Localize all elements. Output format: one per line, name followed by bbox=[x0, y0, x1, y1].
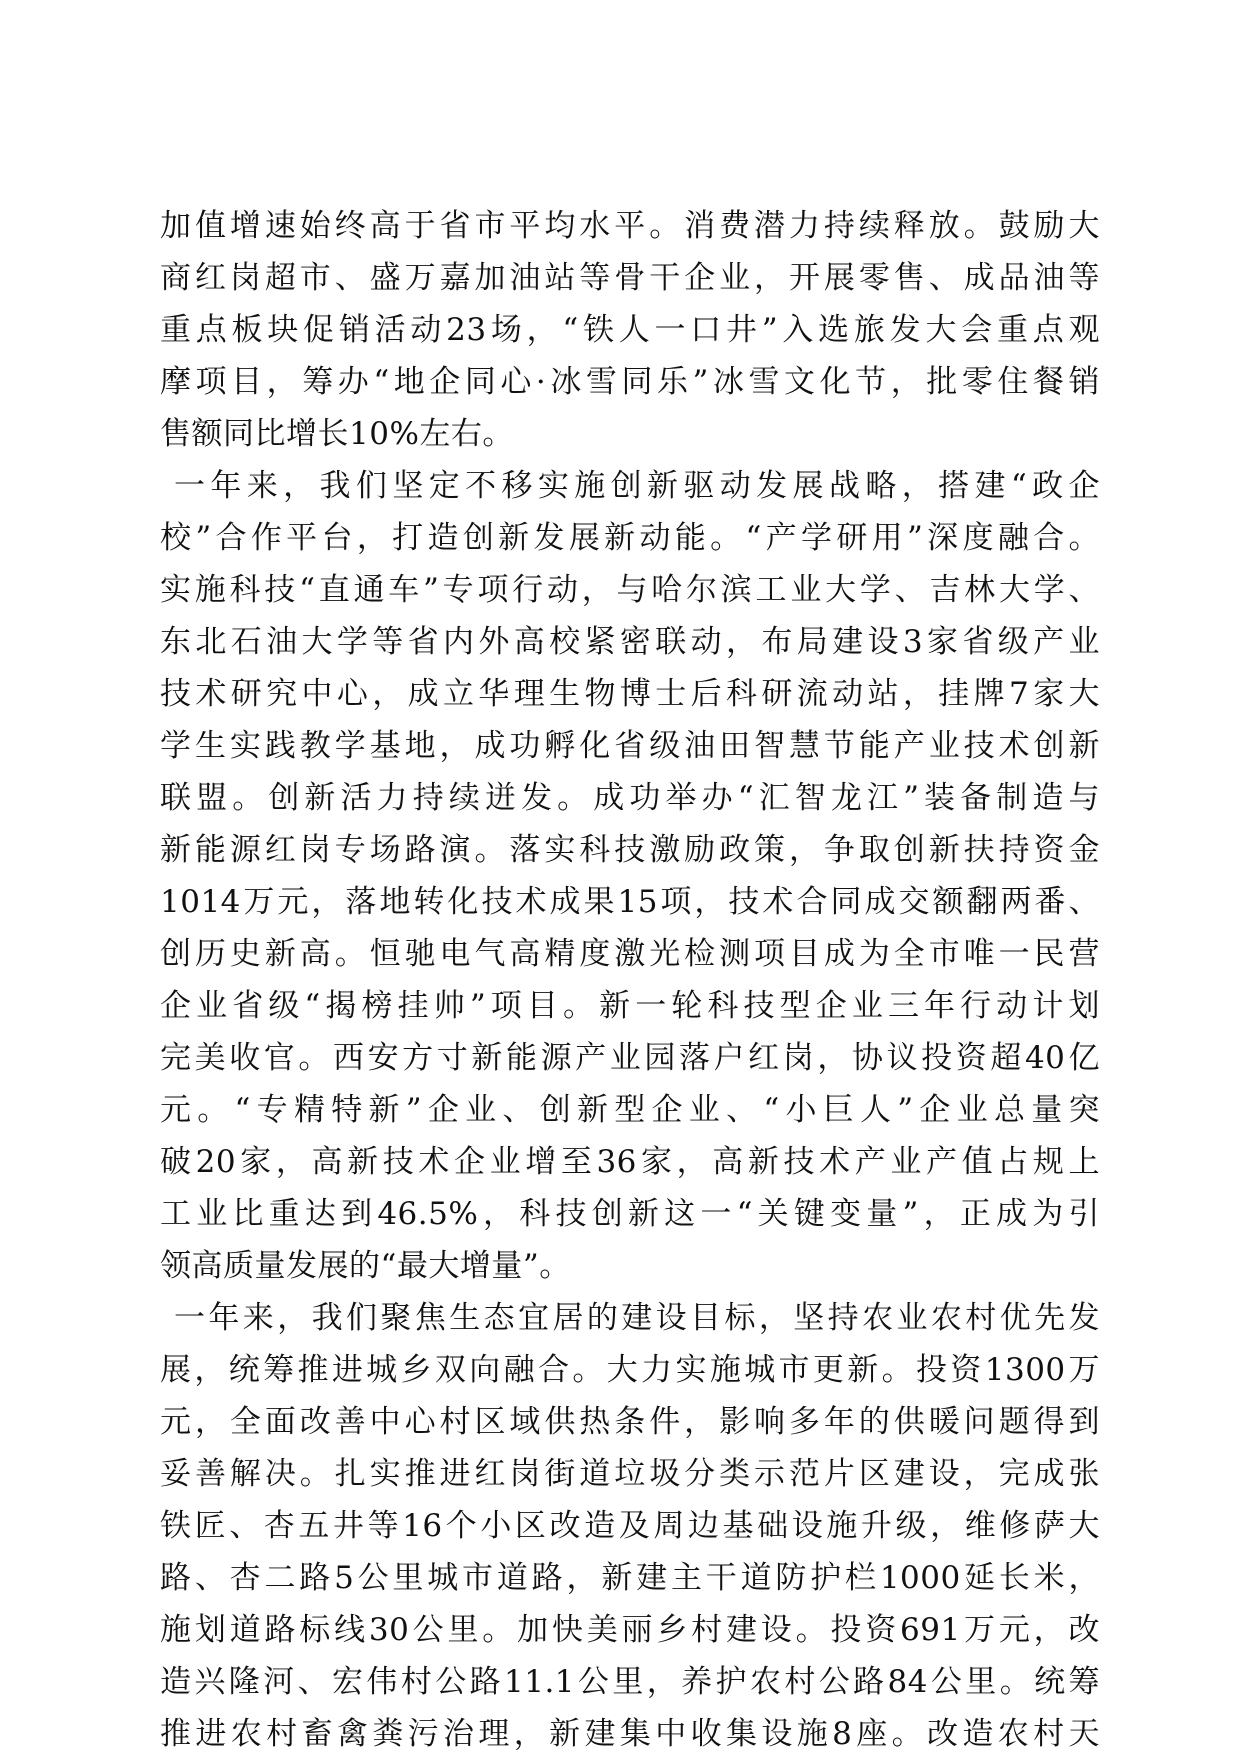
document-page bbox=[160, 200, 1100, 1760]
text-line: 实施科技“直通车”专项行动，与哈尔滨工业大学、吉林大学、 bbox=[160, 572, 1100, 608]
paragraph-p1 bbox=[160, 200, 1100, 460]
text-line: 展，统筹推进城乡双向融合。大力实施城市更新。投资1300万 bbox=[160, 1352, 1100, 1388]
text-line: 工业比重达到46.5%，科技创新这一“关键变量”，正成为引 bbox=[160, 1196, 1100, 1232]
text-line: 加值增速始终高于省市平均水平。消费潜力持续释放。鼓励大 bbox=[160, 208, 1100, 244]
text-line: 元。“专精特新”企业、创新型企业、“小巨人”企业总量突 bbox=[160, 1092, 1100, 1128]
paragraph-p3 bbox=[160, 1292, 1100, 1760]
text-line: 元，全面改善中心村区域供热条件，影响多年的供暖问题得到 bbox=[160, 1404, 1100, 1440]
text-line: 售额同比增长10%左右。 bbox=[160, 416, 514, 452]
text-line: 铁匠、杏五井等16个小区改造及周边基础设施升级，维修萨大 bbox=[160, 1508, 1100, 1544]
text-line: 摩项目，筹办“地企同心·冰雪同乐”冰雪文化节，批零住餐销 bbox=[160, 364, 1100, 400]
text-line: 造兴隆河、宏伟村公路11.1公里，养护农村公路84公里。统筹 bbox=[160, 1664, 1100, 1700]
text-line: 企业省级“揭榜挂帅”项目。新一轮科技型企业三年行动计划 bbox=[160, 988, 1100, 1024]
text-line: 新能源红岗专场路演。落实科技激励政策，争取创新扶持资金 bbox=[160, 832, 1100, 868]
text-line: 破20家，高新技术企业增至36家，高新技术产业产值占规上 bbox=[160, 1144, 1100, 1180]
text-line: 1014万元，落地转化技术成果15项，技术合同成交额翻两番、 bbox=[160, 884, 1100, 920]
paragraph-p2 bbox=[160, 460, 1100, 1292]
text-line: 东北石油大学等省内外高校紧密联动，布局建设3家省级产业 bbox=[160, 624, 1100, 660]
text-line: 学生实践教学基地，成功孵化省级油田智慧节能产业技术创新 bbox=[160, 728, 1100, 764]
text-line: 妥善解决。扎实推进红岗街道垃圾分类示范片区建设，完成张 bbox=[160, 1456, 1100, 1492]
text-line: 推进农村畜禽粪污治理，新建集中收集设施8座。改造农村天 bbox=[160, 1716, 1100, 1752]
text-line: 重点板块促销活动23场，“铁人一口井”入选旅发大会重点观 bbox=[160, 312, 1100, 348]
text-line: 联盟。创新活力持续迸发。成功举办“汇智龙江”装备制造与 bbox=[160, 780, 1100, 816]
text-line: 路、杏二路5公里城市道路，新建主干道防护栏1000延长米， bbox=[160, 1560, 1100, 1596]
text-line: 创历史新高。恒驰电气高精度激光检测项目成为全市唯一民营 bbox=[160, 936, 1100, 972]
text-line: 一年来，我们聚焦生态宜居的建设目标，坚持农业农村优先发 bbox=[174, 1300, 1100, 1336]
text-line: 一年来，我们坚定不移实施创新驱动发展战略，搭建“政企 bbox=[174, 468, 1100, 504]
text-line: 完美收官。西安方寸新能源产业园落户红岗，协议投资超40亿 bbox=[160, 1040, 1100, 1076]
text-line: 技术研究中心，成立华理生物博士后科研流动站，挂牌7家大 bbox=[160, 676, 1100, 712]
text-line: 施划道路标线30公里。加快美丽乡村建设。投资691万元，改 bbox=[160, 1612, 1100, 1648]
text-line: 校”合作平台，打造创新发展新动能。“产学研用”深度融合。 bbox=[160, 520, 1100, 556]
text-line: 商红岗超市、盛万嘉加油站等骨干企业，开展零售、成品油等 bbox=[160, 260, 1100, 296]
text-line: 领高质量发展的“最大增量”。 bbox=[160, 1248, 571, 1284]
